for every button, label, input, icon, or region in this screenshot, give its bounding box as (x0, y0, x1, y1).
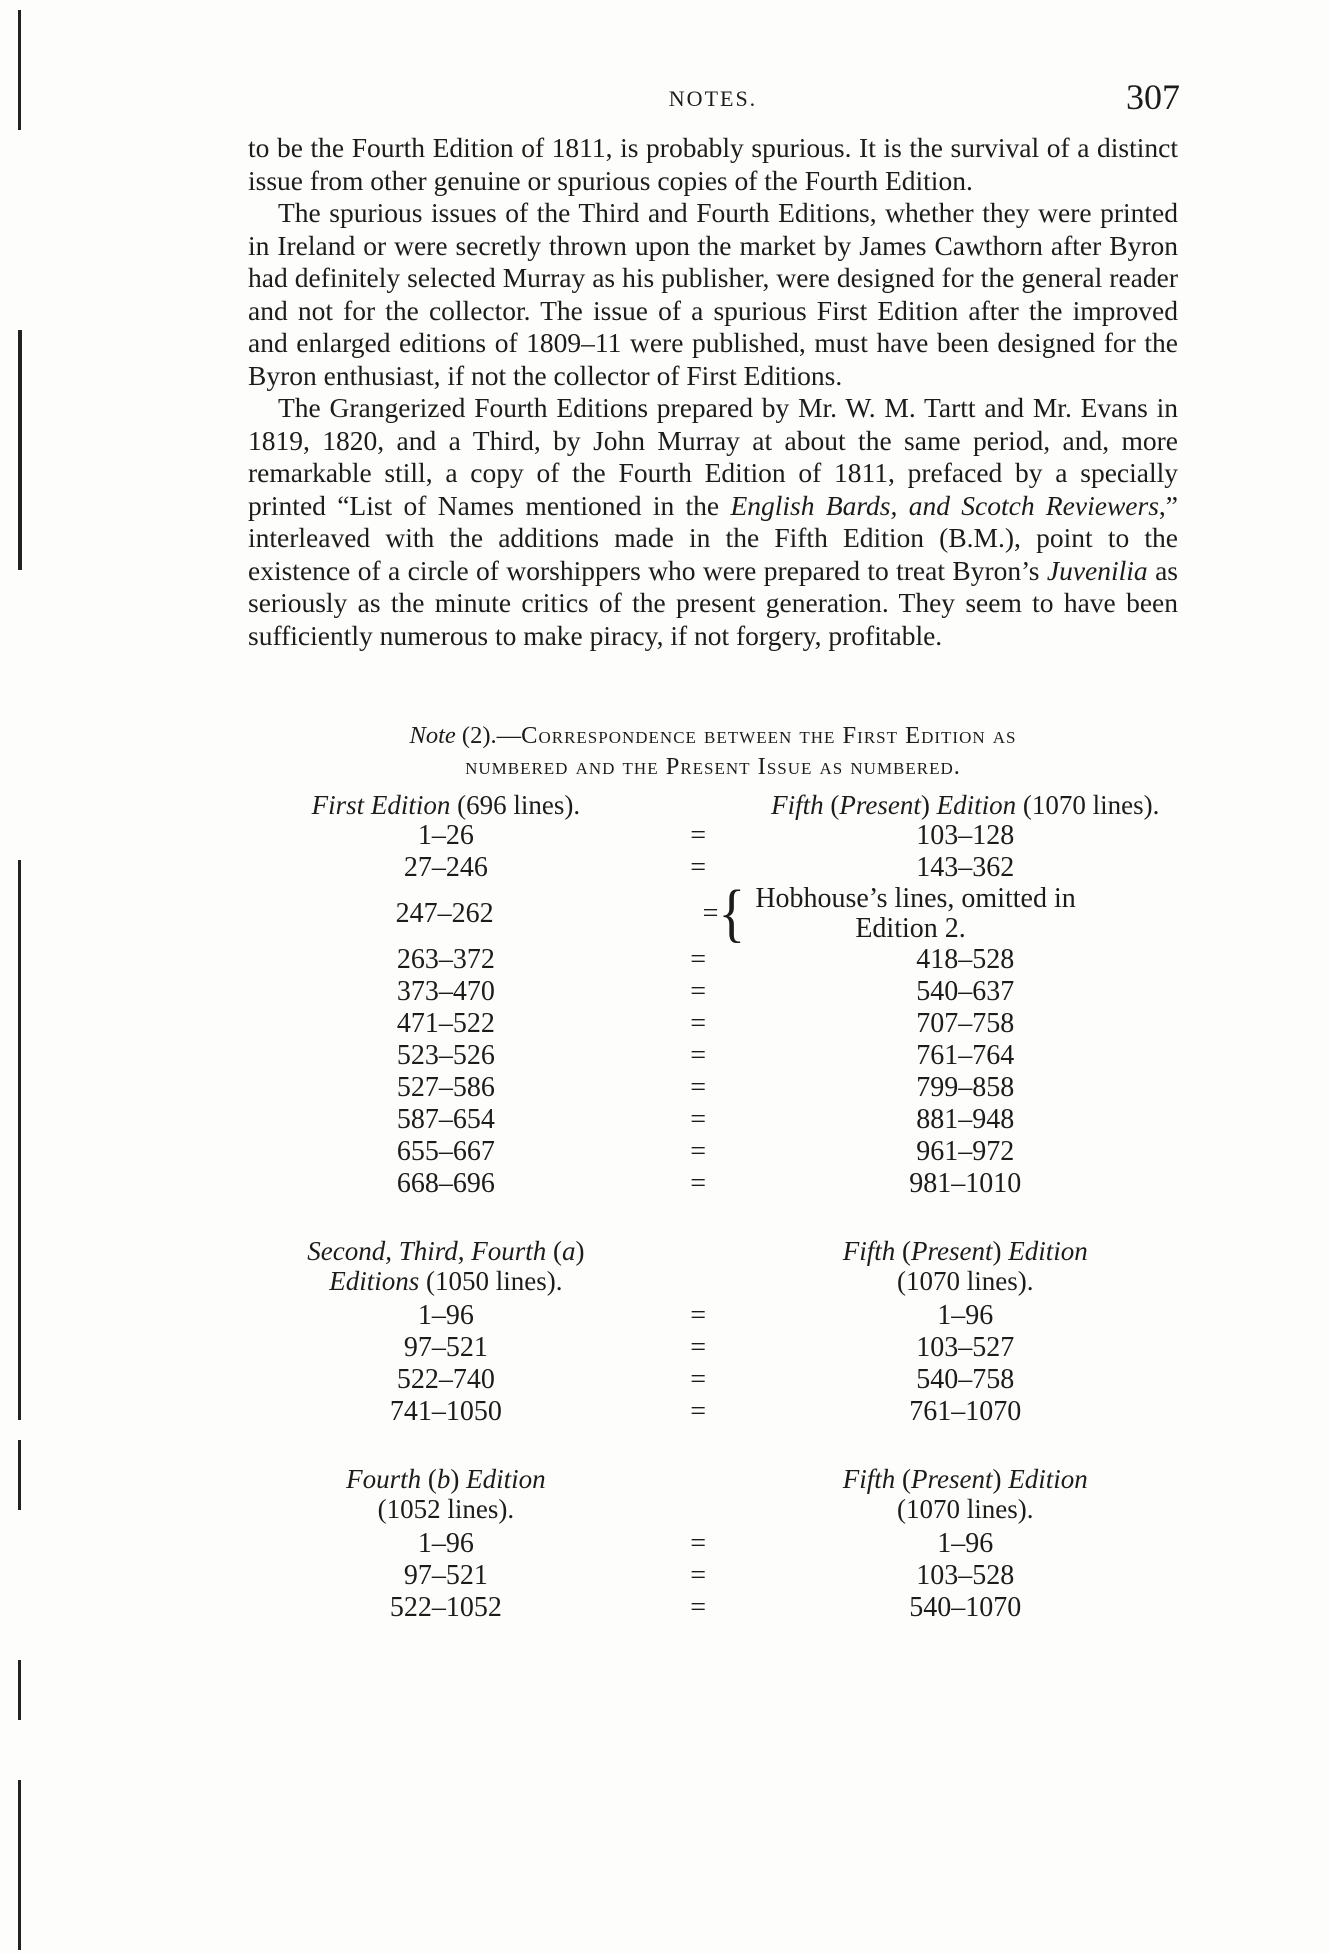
table-row: 522–740 = 540–758 (396, 1364, 1015, 1395)
book-title: English Bards, and Scotch Reviewers (730, 489, 1159, 521)
table-row-brace: 247–262 = { Hobhouse’s lines, omitted in Edition 2. (395, 878, 1076, 950)
paragraph-3: The Grangerized Fourth Editions prepared by Mr. W. M. Tartt and Mr. Evans in 1819, 1820, and a Third, by John Murray at about the same period, and, more remarkable still, a copy of the Fourth Edition of 1811, prefaced by a specially printed “List of Names mentioned in the English Bards, and Scotch Reviewers,” interleaved with the additions made in the Fifth Edition (B.M.), point to the existence of a circle of worshippers who were prepared to treat Byron’s Juvenilia as seriously as the minute critics of the present generation. They seem to have been sufficiently numerous to make piracy, if not forgery, profitable. (248, 392, 1178, 651)
page-number: 307 (1126, 77, 1180, 117)
table-row: 655–667 = 961–972 (396, 1136, 1015, 1167)
note-2-heading: Note (2).—Correspondence between the First Edition as numbered and the Present Issue as numbered. (409, 722, 1017, 780)
table-row: 97–521 = 103–527 (403, 1332, 1015, 1363)
page (248, 70, 1178, 1624)
scan-margin-line (18, 0, 21, 1954)
table-row: 471–522 = 707–758 (396, 1008, 1015, 1039)
table-1-header: First Edition (696 lines). Fifth (Present) Edition (1070 lines). (311, 790, 1160, 820)
table-row: 587–654 = 881–948 (396, 1104, 1015, 1135)
paragraph-2: The spurious issues of the Third and Fourth Editions, whether they were printed in Ireland or were secretly thrown upon the market by James Cawthorn after Byron had definitely selected Murray as his publisher, were designed for the general reader and not for the collector. The issue of a spurious First Edition after the improved and enlarged editions of 1809–11 were published, must have been designed for the Byron enthusiast, if not the collector of First Editions. (248, 197, 1178, 391)
paragraph-1: to be the Fourth Edition of 1811, is probably spurious. It is the survival of a distinct issue from other genuine or spurious copies of the Fourth Edition. (248, 132, 1178, 196)
table-row: 373–470 = 540–637 (396, 976, 1015, 1007)
table-3-header: Fourth (b) Edition (1052 lines). Fifth (Present) Edition (1070 lines). (346, 1464, 1088, 1524)
table-row: 1–96 = 1–96 (417, 1300, 994, 1331)
note-label: Note (409, 722, 456, 749)
table-row: 668–696 = 981–1010 (396, 1168, 1022, 1199)
table-row: 27–246 = 143–362 (403, 852, 1015, 883)
table-row: 527–586 = 799–858 (396, 1072, 1015, 1103)
table-2-header: Second, Third, Fourth (a) Editions (1050 lines). Fifth (Present) Edition (1070 lines). (307, 1236, 1088, 1296)
table-row: 263–372 = 418–528 (396, 944, 1015, 975)
table-row: 522–1052 = 540–1070 (389, 1592, 1022, 1623)
table-row: 1–26 = 103–128 (417, 820, 1015, 851)
table-3 (248, 1464, 1178, 1624)
juvenilia-title: Juvenilia (1046, 554, 1148, 586)
running-head: NOTES. (668, 86, 758, 111)
table-row: 97–521 = 103–528 (403, 1560, 1015, 1591)
brace-glyph: { (718, 878, 746, 950)
table-row: 741–1050 = 761–1070 (389, 1396, 1022, 1427)
table-row: 1–96 = 1–96 (417, 1528, 994, 1559)
table-2 (248, 1236, 1178, 1428)
table-row: 523–526 = 761–764 (396, 1040, 1015, 1071)
page-header (248, 70, 1178, 132)
